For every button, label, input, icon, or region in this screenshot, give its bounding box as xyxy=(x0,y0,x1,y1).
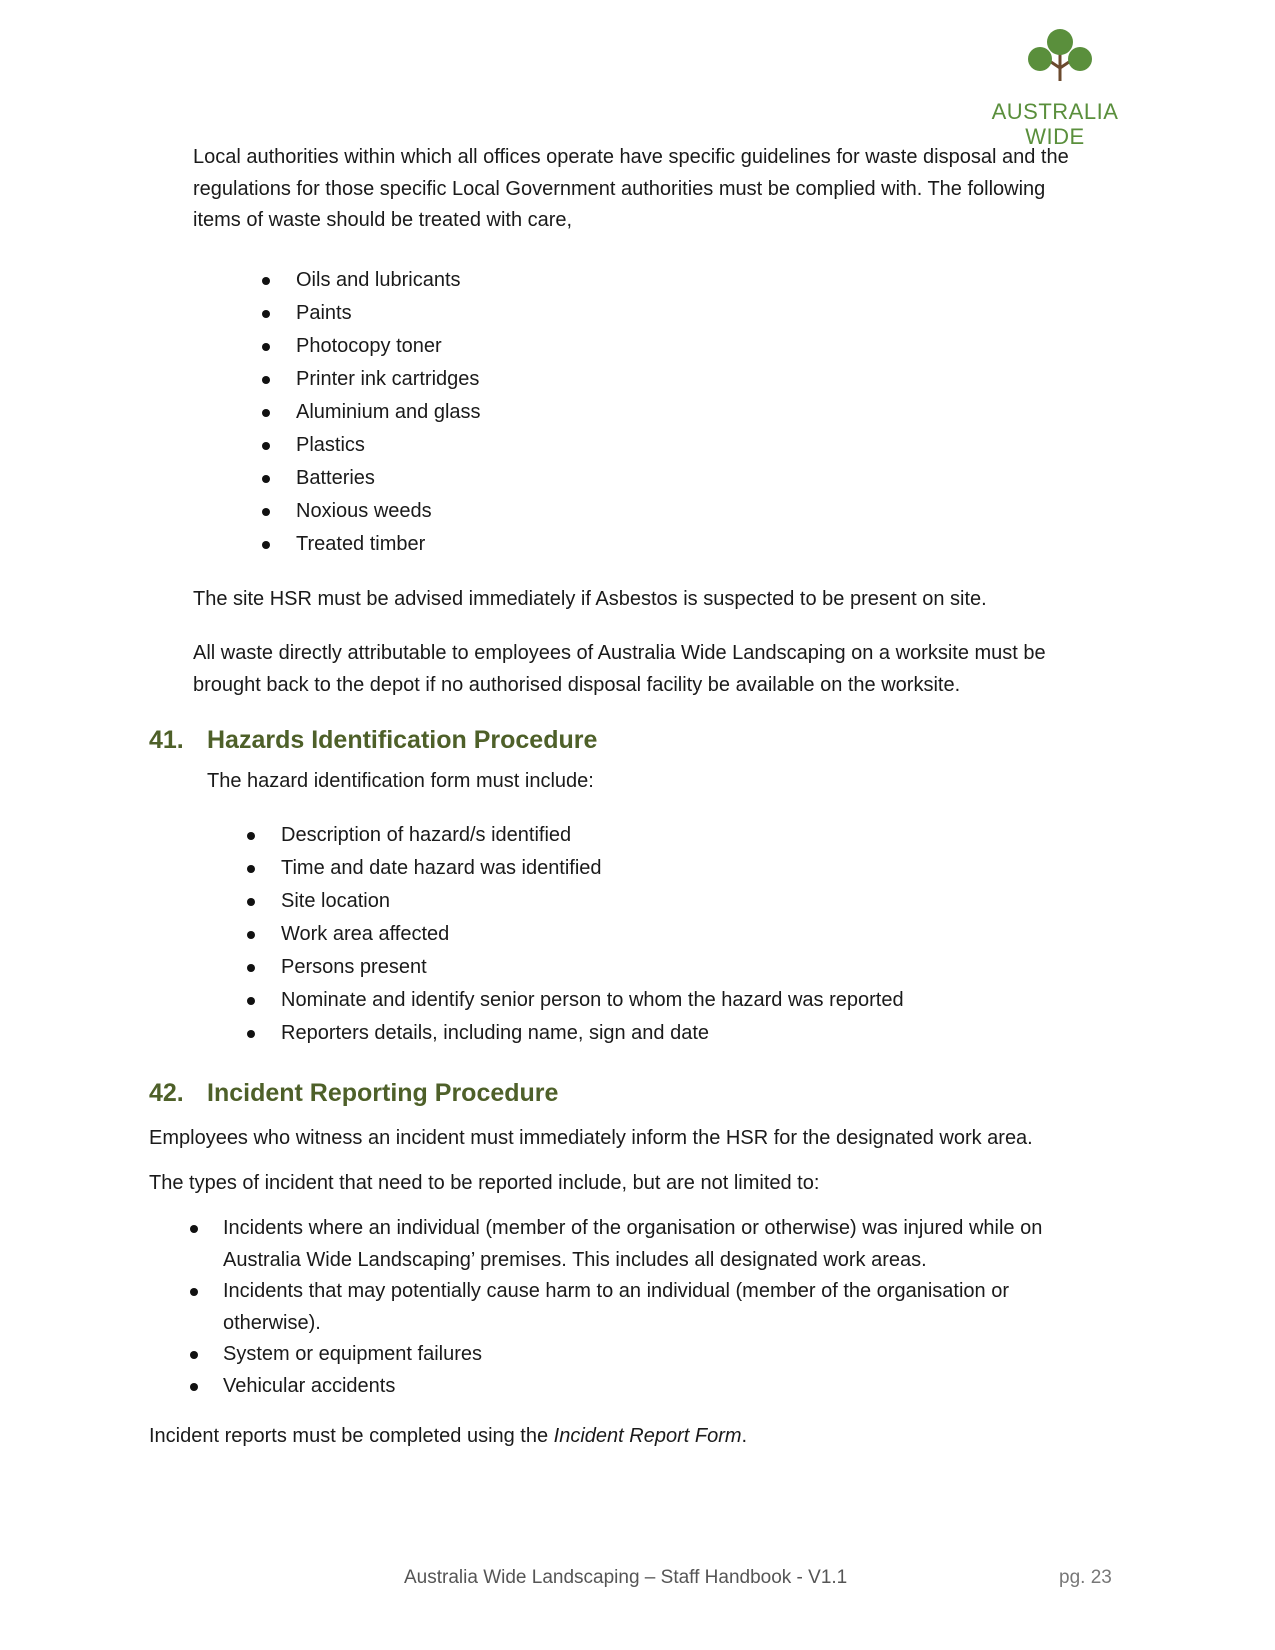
waste-item-text: Plastics xyxy=(296,434,365,456)
section-41-number: 41. xyxy=(149,726,184,754)
waste-item-text: Batteries xyxy=(296,467,375,489)
bullet-icon xyxy=(190,1225,198,1233)
closing-suffix: . xyxy=(741,1425,748,1447)
hazard-form-item-text: Time and date hazard was identified xyxy=(281,857,602,879)
hazard-form-item xyxy=(281,984,904,1017)
waste-item xyxy=(296,396,481,429)
logo-text-wide: WIDE xyxy=(1025,124,1085,149)
bullet-icon xyxy=(190,1383,198,1391)
bullet-icon xyxy=(262,442,270,450)
incident-report-form-name: Incident Report Form xyxy=(553,1425,742,1447)
section-42-heading xyxy=(149,1077,558,1109)
hazard-form-item xyxy=(281,819,904,852)
incident-witness-paragraph: Employees who witness an incident must immediately inform the HSR for the designated work area. xyxy=(149,1127,1033,1149)
hazard-form-intro: The hazard identification form must include: xyxy=(207,770,594,792)
hazard-form-item xyxy=(281,951,904,984)
hazard-form-item-text: Site location xyxy=(281,890,390,912)
incident-type-item xyxy=(223,1339,1103,1371)
bullet-icon xyxy=(262,409,270,417)
bullet-icon xyxy=(262,343,270,351)
waste-item-text: Treated timber xyxy=(296,533,426,555)
closing-prefix: Incident reports must be completed using the xyxy=(149,1425,554,1447)
hazard-form-item xyxy=(281,1017,904,1050)
hazard-form-item xyxy=(281,918,904,951)
bullet-icon xyxy=(190,1288,198,1296)
waste-item xyxy=(296,363,481,396)
bullet-icon xyxy=(262,376,270,384)
incident-type-item-text: Incidents where an individual (member of the organisation or otherwise) was injured while on Australia Wide Landscaping’ premises. This includes all designated work areas. xyxy=(223,1217,1043,1271)
waste-items-list xyxy=(296,264,481,561)
hazard-form-item-text: Reporters details, including name, sign and date xyxy=(281,1022,710,1044)
section-42-title: Incident Reporting Procedure xyxy=(207,1079,559,1107)
waste-item xyxy=(296,462,481,495)
logo-text-australia: AUSTRALIA xyxy=(991,99,1119,124)
footer-page-number: pg. 23 xyxy=(1059,1567,1112,1588)
bullet-icon xyxy=(247,931,255,939)
waste-item xyxy=(296,297,481,330)
hazard-form-item-text: Persons present xyxy=(281,956,427,978)
waste-item xyxy=(296,330,481,363)
waste-item-text: Oils and lubricants xyxy=(296,269,461,291)
bullet-icon xyxy=(247,865,255,873)
hazard-form-items-list xyxy=(281,819,904,1050)
bullet-icon xyxy=(247,964,255,972)
bullet-icon xyxy=(190,1351,198,1359)
waste-return-note: All waste directly attributable to employees of Australia Wide Landscaping on a worksite must be brought back to the depot if no authorised disposal facility be available on the worksite. xyxy=(193,642,1046,696)
bullet-icon xyxy=(262,277,270,285)
incident-types-list xyxy=(223,1213,1103,1402)
waste-item-text: Photocopy toner xyxy=(296,335,442,357)
bullet-icon xyxy=(262,508,270,516)
bullet-icon xyxy=(262,475,270,483)
incident-types-intro: The types of incident that need to be reported include, but are not limited to: xyxy=(149,1172,820,1194)
bullet-icon xyxy=(262,310,270,318)
waste-item-text: Noxious weeds xyxy=(296,500,432,522)
section-42-number: 42. xyxy=(149,1079,184,1107)
bullet-icon xyxy=(262,541,270,549)
incident-type-item xyxy=(223,1371,1103,1403)
hazard-form-item xyxy=(281,885,904,918)
footer-title: Australia Wide Landscaping – Staff Handbook - V1.1 xyxy=(404,1567,848,1588)
hazard-form-item-text: Work area affected xyxy=(281,923,450,945)
hazard-form-item-text: Nominate and identify senior person to whom the hazard was reported xyxy=(281,989,904,1011)
bullet-icon xyxy=(247,898,255,906)
bullet-icon xyxy=(247,1030,255,1038)
waste-item xyxy=(296,495,481,528)
incident-type-item-text: Incidents that may potentially cause harm to an individual (member of the organisation or otherwise). xyxy=(223,1280,1009,1334)
asbestos-note: The site HSR must be advised immediately if Asbestos is suspected to be present on site. xyxy=(193,588,987,610)
bullet-icon xyxy=(247,997,255,1005)
incident-type-item xyxy=(223,1276,1103,1339)
waste-item xyxy=(296,528,481,561)
bullet-icon xyxy=(247,832,255,840)
hazard-form-item-text: Description of hazard/s identified xyxy=(281,824,572,846)
hazard-form-item xyxy=(281,852,904,885)
waste-guidelines-paragraph: Local authorities within which all offices operate have specific guidelines for waste disposal and the regulations for those specific Local Government authorities must be complied with. The following items of waste should be treated with care, xyxy=(193,146,1069,231)
waste-item-text: Printer ink cartridges xyxy=(296,368,480,390)
waste-item-text: Paints xyxy=(296,302,352,324)
incident-type-item-text: System or equipment failures xyxy=(223,1343,483,1365)
waste-item xyxy=(296,429,481,462)
waste-item xyxy=(296,264,481,297)
incident-report-closing xyxy=(149,1421,747,1453)
incident-type-item-text: Vehicular accidents xyxy=(223,1374,396,1397)
incident-type-item xyxy=(223,1213,1103,1276)
waste-item-text: Aluminium and glass xyxy=(296,401,481,423)
section-41-title: Hazards Identification Procedure xyxy=(207,726,598,754)
section-41-heading xyxy=(149,724,597,756)
tree-logo-icon xyxy=(1025,28,1095,84)
